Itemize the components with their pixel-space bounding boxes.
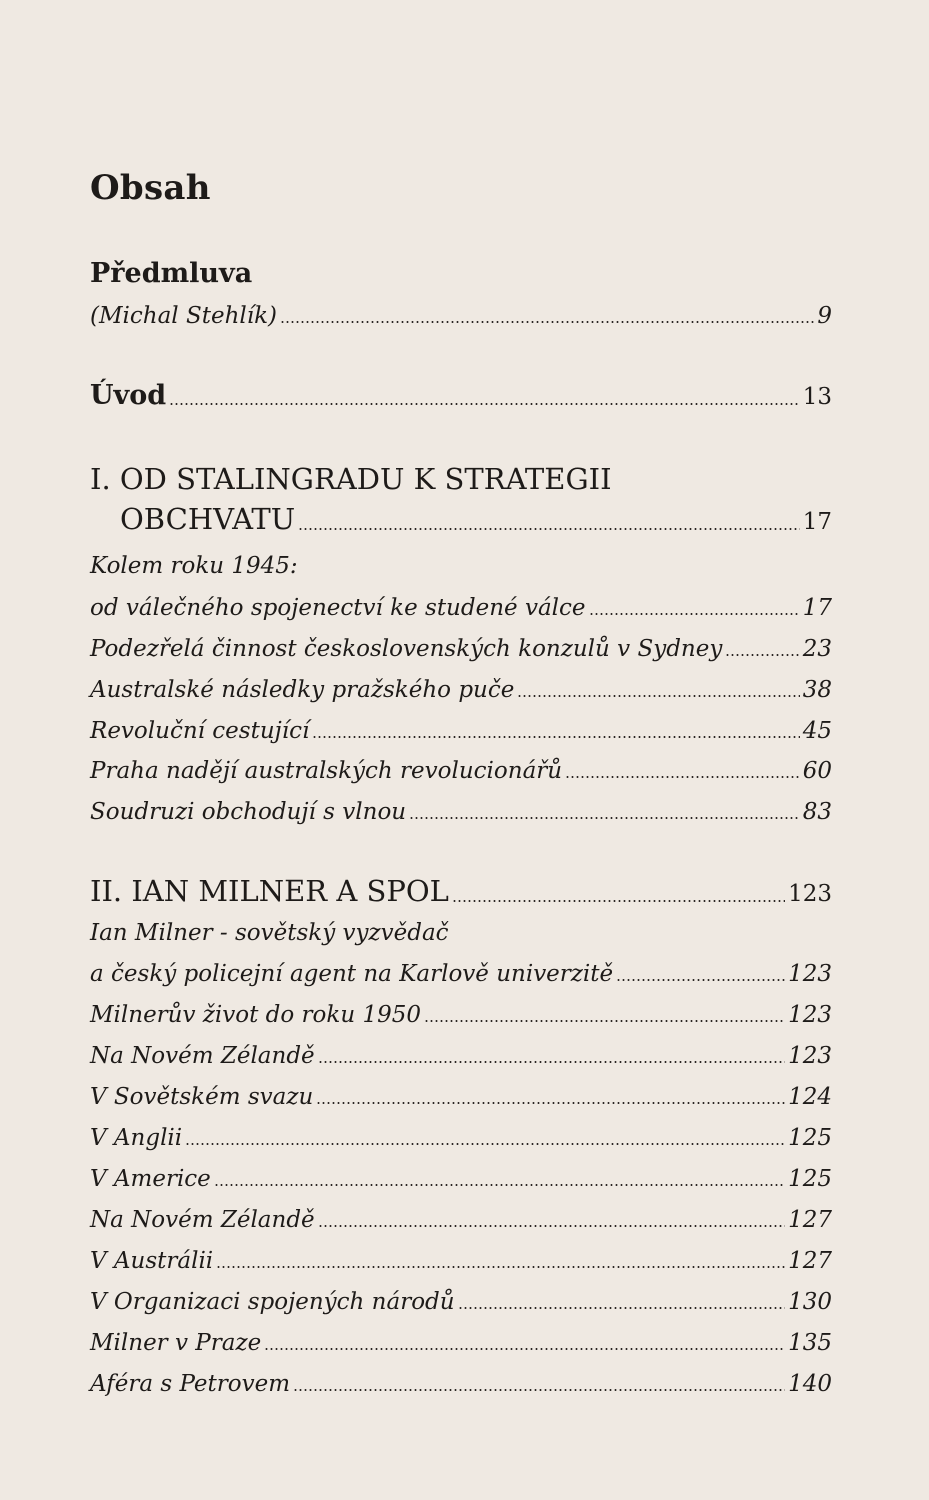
dot-leader [316, 1102, 785, 1104]
toc-heading-preface[interactable]: Předmluva [90, 258, 253, 289]
toc-entry-p2-3[interactable]: Na Novém Zélandě 123 [90, 1043, 832, 1069]
dot-leader [616, 979, 785, 981]
dot-leader [264, 1348, 785, 1350]
toc-entry-preface-author[interactable]: (Michal Stehlík) 9 [90, 303, 832, 329]
dot-leader [298, 528, 800, 530]
toc-entry-p1-2[interactable]: Podezřelá činnost československých konzulů v Sydney 23 [90, 636, 832, 662]
dot-leader [565, 776, 800, 778]
dot-leader [424, 1020, 785, 1022]
dot-leader [216, 1266, 785, 1268]
toc-entry-p2-10[interactable]: Milner v Praze 135 [90, 1330, 832, 1356]
dot-leader [214, 1184, 785, 1186]
toc-entry-p1-1a[interactable]: Kolem roku 1945: [90, 553, 298, 579]
toc-entry-p1-3[interactable]: Australské následky pražského puče 38 [90, 677, 832, 703]
toc-part-2-title[interactable]: II. IAN MILNER A SPOL 123 [90, 874, 832, 908]
dot-leader [312, 736, 799, 738]
dot-leader [318, 1061, 785, 1063]
toc-entry-p2-1a[interactable]: Ian Milner - sovětský vyzvědač [90, 920, 449, 946]
page-title: Obsah [90, 168, 211, 208]
toc-entry-p2-4[interactable]: V Sovětském svazu 124 [90, 1084, 832, 1110]
dot-leader [725, 654, 799, 656]
toc-part-1-title-line1[interactable]: I. OD STALINGRADU K STRATEGII [90, 462, 612, 496]
toc-entry-p1-5[interactable]: Praha nadějí australských revolucionářů 60 [90, 758, 832, 784]
toc-entry-p2-2[interactable]: Milnerův život do roku 1950 123 [90, 1002, 832, 1028]
toc-entry-p2-5[interactable]: V Anglii 125 [90, 1125, 832, 1151]
dot-leader [185, 1143, 785, 1145]
dot-leader [589, 613, 800, 615]
dot-leader [458, 1307, 786, 1309]
toc-entry-p2-11[interactable]: Aféra s Petrovem 140 [90, 1371, 832, 1397]
toc-entry-p1-4[interactable]: Revoluční cestující 45 [90, 718, 832, 744]
dot-leader [517, 695, 799, 697]
toc-entry-p2-1b[interactable]: a český policejní agent na Karlově univerzitě 123 [90, 961, 832, 987]
dot-leader [293, 1389, 785, 1391]
dot-leader [280, 321, 814, 323]
toc-entry-intro[interactable]: Úvod 13 [90, 380, 832, 411]
dot-leader [409, 817, 800, 819]
toc-entry-p2-8[interactable]: V Austrálii 127 [90, 1248, 832, 1274]
toc-entry-p2-9[interactable]: V Organizaci spojených národů 130 [90, 1289, 832, 1315]
dot-leader [318, 1225, 785, 1227]
toc-entry-p2-7[interactable]: Na Novém Zélandě 127 [90, 1207, 832, 1233]
dot-leader [452, 900, 785, 902]
toc-entry-p1-1b[interactable]: od válečného spojenectví ke studené válce 17 [90, 595, 832, 621]
toc-part-1-title-line2[interactable]: OBCHVATU 17 [120, 502, 832, 536]
toc-entry-p2-6[interactable]: V Americe 125 [90, 1166, 832, 1192]
toc-entry-p1-6[interactable]: Soudruzi obchodují s vlnou 83 [90, 799, 832, 825]
dot-leader [169, 403, 800, 405]
